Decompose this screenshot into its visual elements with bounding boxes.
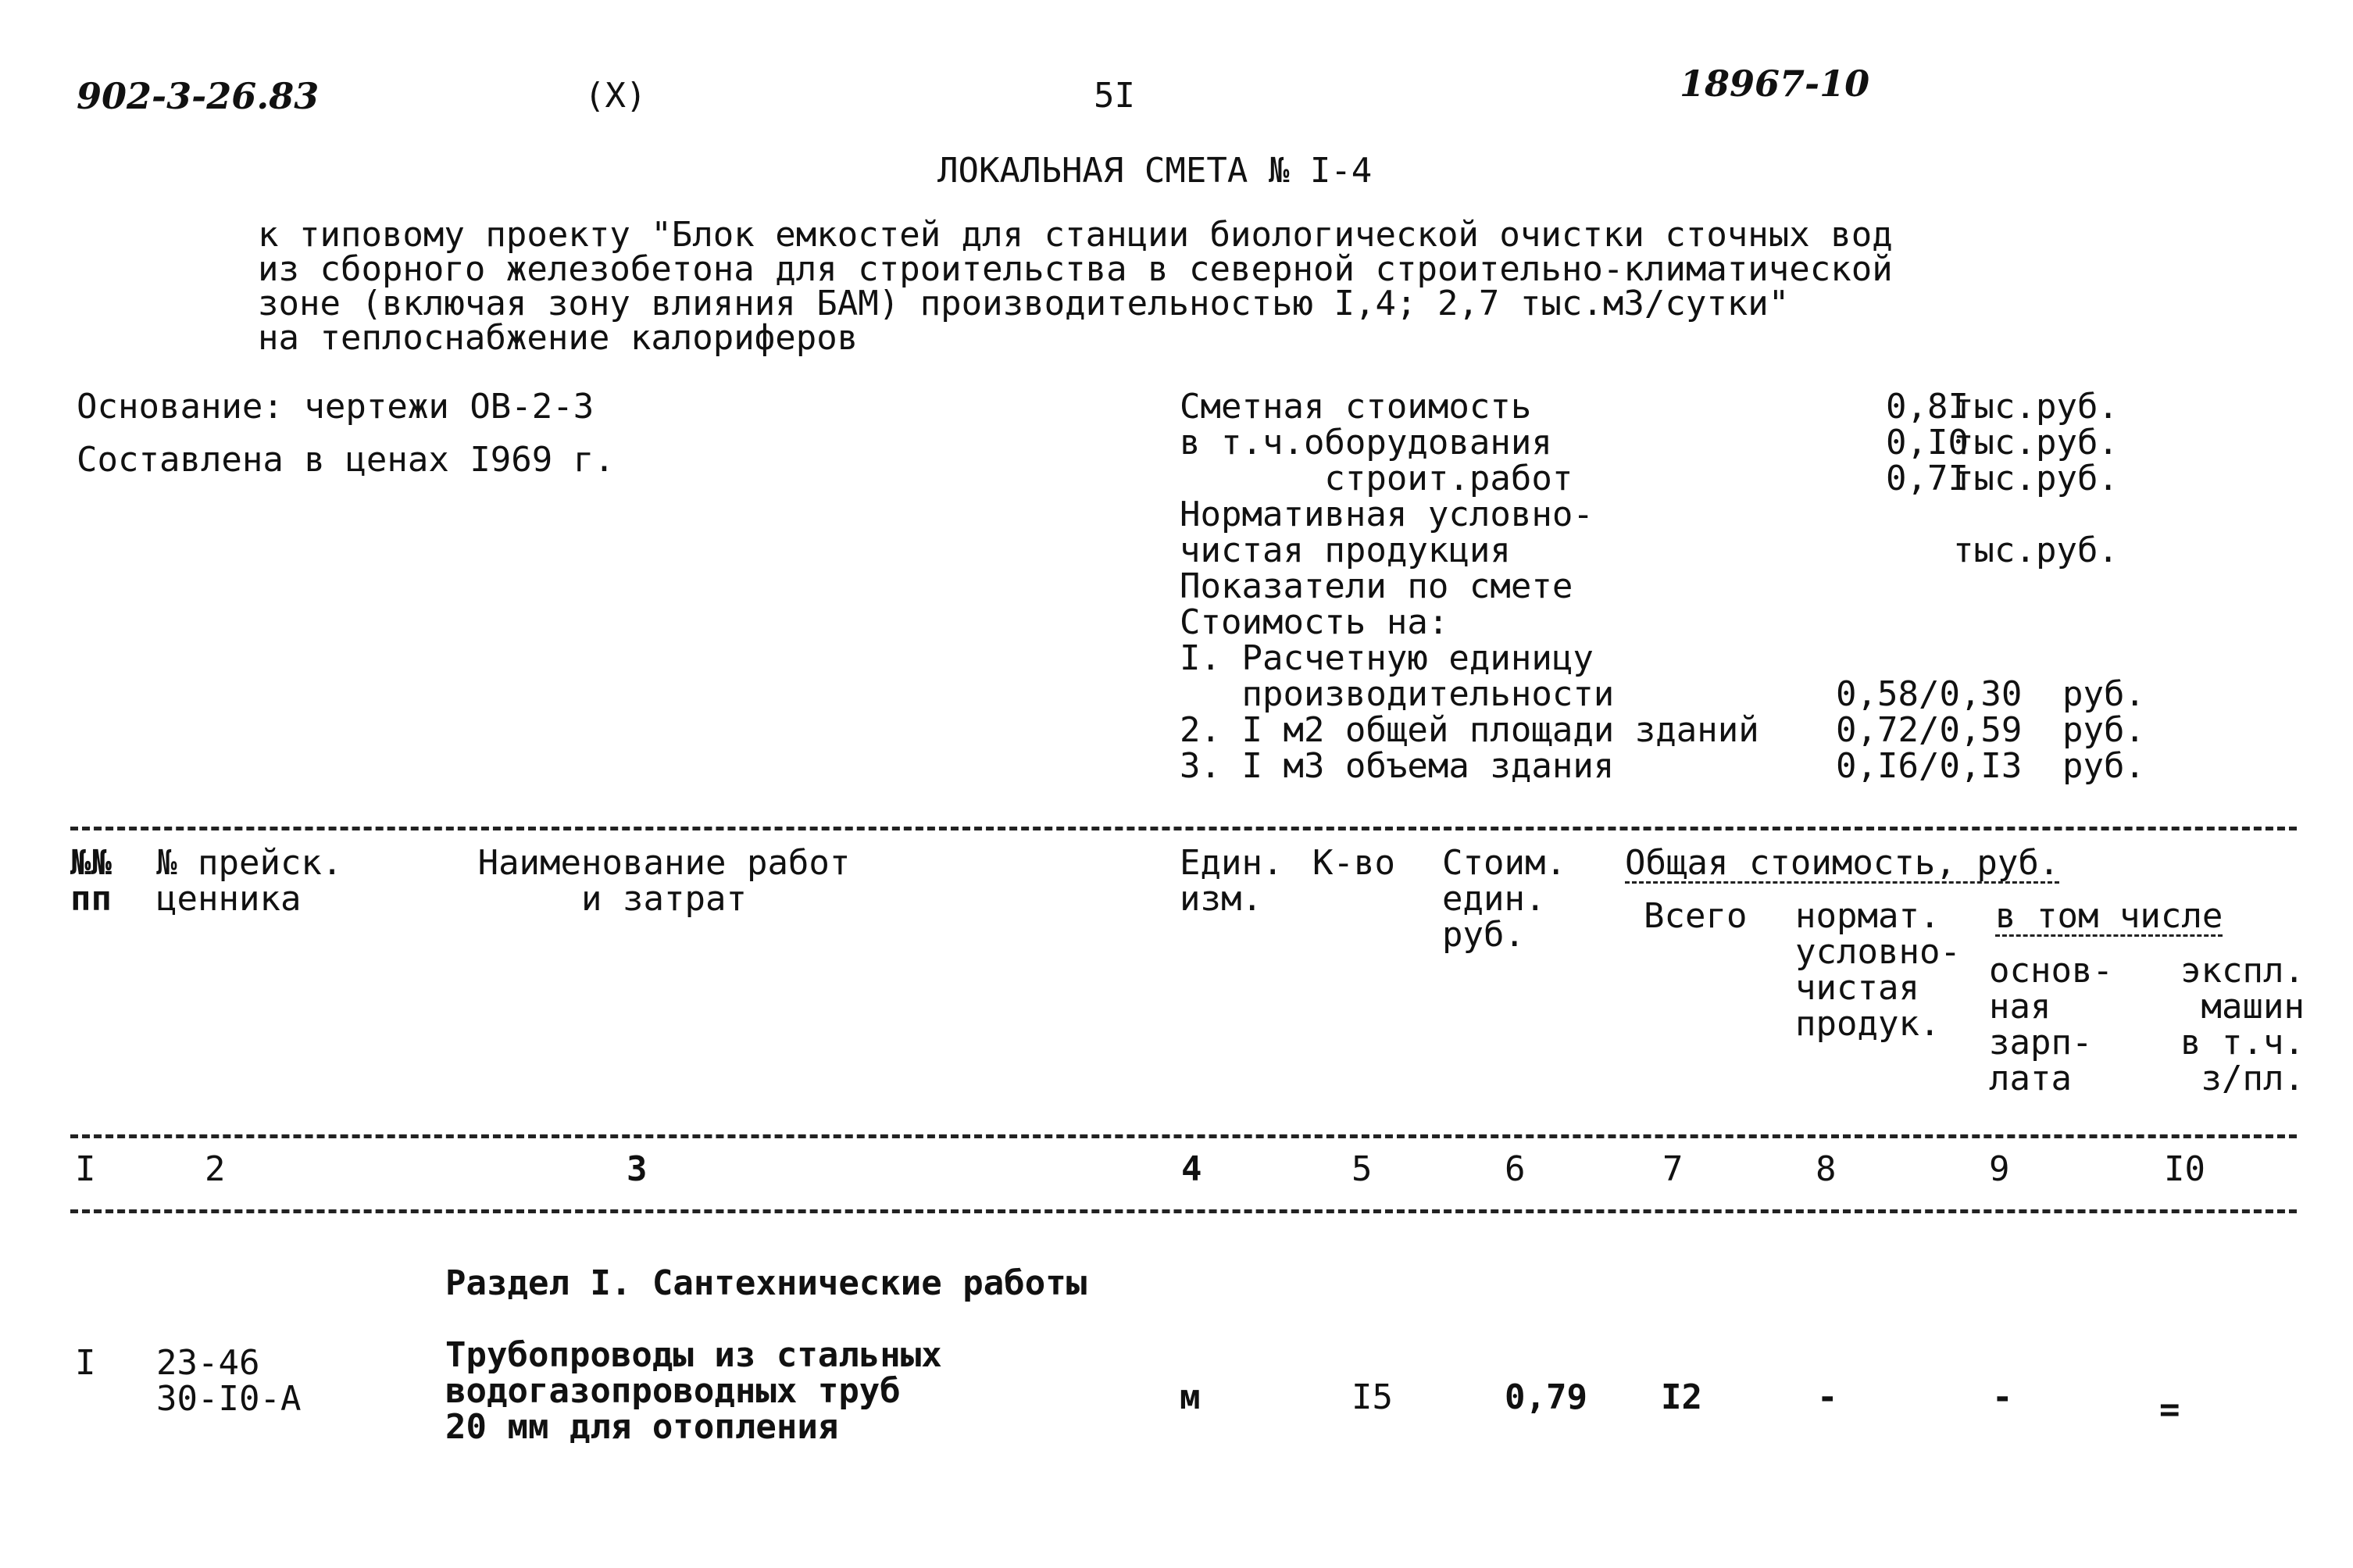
header-bottom-rule <box>70 1134 2297 1138</box>
header-row-number: №№ пп <box>70 843 112 919</box>
column-number: 4 <box>1181 1149 1202 1189</box>
column-number: 3 <box>627 1149 648 1189</box>
summary-unit: тыс.руб. <box>1953 530 2119 570</box>
summary-label: строит.работ <box>1180 459 1573 498</box>
summary-label: Сметная стоимость <box>1180 387 1532 427</box>
row-wages: - <box>1992 1377 2013 1417</box>
summary-label: чистая продукция <box>1180 530 1511 570</box>
sheet-code: 18967-10 <box>1680 63 1870 105</box>
header-price-ref: № прейск. ценника <box>156 843 343 919</box>
header-including-group: в том числе <box>1995 896 2223 936</box>
summary-value: 0,58/0,30 <box>1836 674 2023 714</box>
summary-value: 0,7I <box>1886 459 1969 498</box>
page-number: 5I <box>1094 76 1135 116</box>
summary-value: 0,72/0,59 <box>1836 710 2023 750</box>
summary-unit: тыс.руб. <box>1953 423 2119 463</box>
header-total: Всего <box>1644 896 1748 936</box>
basis-drawings: Основание: чертежи ОВ-2-3 <box>77 387 594 427</box>
column-number: 6 <box>1505 1149 1526 1189</box>
column-number: 2 <box>205 1149 226 1189</box>
header-unit-cost: Стоим. един. руб. <box>1442 843 1566 955</box>
column-number: 8 <box>1816 1149 1837 1189</box>
header-machines: экспл. машин в т.ч. з/пл. <box>2180 951 2305 1098</box>
project-code: 902-3-26.83 <box>77 75 320 117</box>
row-work-name: Трубопроводы из стальных водогазопроводных труб 20 мм для отопления <box>445 1335 942 1447</box>
column-number: 5 <box>1351 1149 1373 1189</box>
header-total-cost-group: Общая стоимость, руб. <box>1625 843 2060 883</box>
summary-unit: руб. <box>2062 674 2145 714</box>
section-title: Раздел I. Сантехнические работы <box>445 1263 1087 1303</box>
summary-value: 0,I6/0,I3 <box>1836 746 2023 786</box>
column-number: 7 <box>1662 1149 1684 1189</box>
header-work-name: Наименование работ и затрат <box>477 843 851 919</box>
estimate-title: ЛОКАЛЬНАЯ СМЕТА № I-4 <box>937 151 1373 191</box>
summary-label: 3. I м3 объема здания <box>1180 746 1615 786</box>
row-unit: м <box>1180 1377 1201 1417</box>
summary-label: Стоимость на: <box>1180 602 1449 642</box>
title-line-4: на теплоснабжение калориферов <box>258 318 859 358</box>
summary-label: Нормативная условно- <box>1180 495 1594 534</box>
column-number: 9 <box>1989 1149 2010 1189</box>
basis-prices: Составлена в ценах I969 г. <box>77 440 615 480</box>
row-total: I2 <box>1661 1377 1702 1417</box>
volume-label: (X) <box>584 76 647 116</box>
title-line-2: из сборного железобетона для строительства в северной строительно-климатической <box>258 249 1893 289</box>
row-quantity: I5 <box>1351 1377 1393 1417</box>
header-quantity: К-во <box>1312 843 1395 883</box>
header-wages: основ- ная зарп- лата <box>1989 951 2113 1098</box>
row-unit-cost: 0,79 <box>1505 1377 1587 1417</box>
row-normative: - <box>1817 1377 1838 1417</box>
table-top-rule <box>70 827 2297 830</box>
summary-value: 0,I0 <box>1886 423 1969 463</box>
summary-label: производительности <box>1180 674 1615 714</box>
summary-label: Показатели по смете <box>1180 566 1573 606</box>
summary-unit: тыс.руб. <box>1953 387 2119 427</box>
row-price-ref: 23-46 30-I0-А <box>156 1343 302 1419</box>
row-machines: = <box>2159 1390 2180 1430</box>
summary-value: 0,8I <box>1886 387 1969 427</box>
summary-label: I. Расчетную единицу <box>1180 638 1594 678</box>
header-unit: Един. изм. <box>1180 843 1284 919</box>
header-normative: нормат. условно- чистая продук. <box>1795 896 1961 1044</box>
summary-unit: руб. <box>2062 746 2145 786</box>
column-number: I0 <box>2164 1149 2205 1189</box>
column-number: I <box>75 1149 96 1189</box>
title-line-3: зоне (включая зону влияния БАМ) производительностью I,4; 2,7 тыс.м3/сутки" <box>258 284 1790 323</box>
summary-label: 2. I м2 общей площади зданий <box>1180 710 1759 750</box>
summary-unit: тыс.руб. <box>1953 459 2119 498</box>
title-line-1: к типовому проекту "Блок емкостей для станции биологической очистки сточных вод <box>258 215 1893 255</box>
summary-label: в т.ч.оборудования <box>1180 423 1552 463</box>
column-numbers-rule <box>70 1209 2297 1213</box>
row-number: I <box>75 1343 96 1383</box>
summary-unit: руб. <box>2062 710 2145 750</box>
